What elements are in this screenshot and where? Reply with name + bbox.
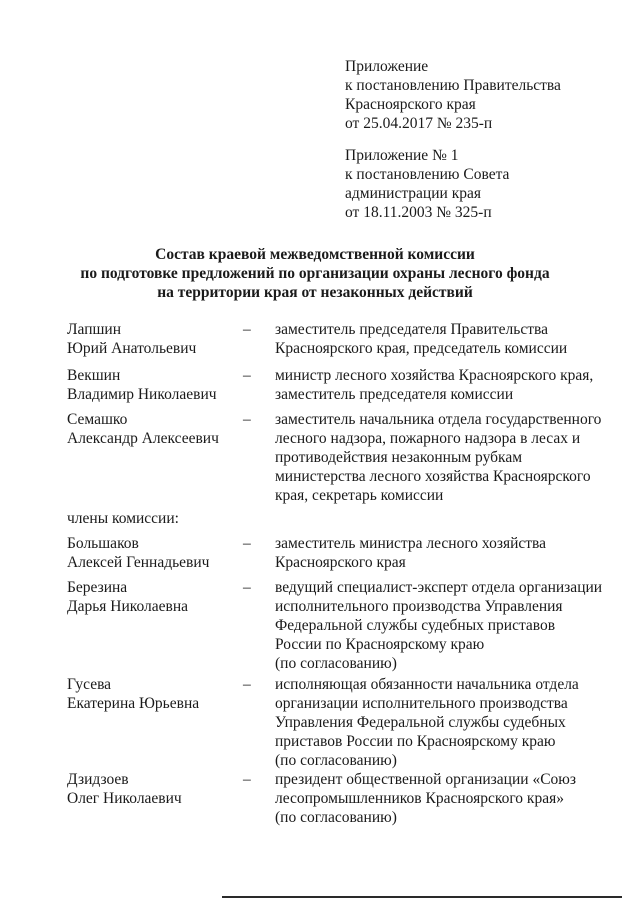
- dash-separator: –: [243, 676, 251, 693]
- appendix-line: администрации края: [345, 185, 481, 202]
- member-given-name: Екатерина Юрьевна: [67, 695, 200, 712]
- appendix-line: к постановлению Правительства: [345, 77, 561, 94]
- position-line: заместитель председателя Правительства: [275, 321, 549, 338]
- position-line: (по согласованию): [275, 655, 397, 672]
- member-surname: Большаков: [67, 535, 139, 552]
- position-line: Красноярского края, председатель комиссии: [275, 340, 568, 357]
- member-given-name: Владимир Николаевич: [67, 386, 217, 403]
- member-given-name: Дарья Николаевна: [67, 598, 189, 615]
- appendix-line: от 18.11.2003 № 325-п: [345, 204, 492, 221]
- position-line: Красноярского края: [275, 554, 406, 571]
- member-surname: Гусева: [67, 676, 112, 693]
- dash-separator: –: [243, 321, 251, 338]
- member-name: [67, 534, 247, 572]
- member-given-name: Юрий Анатольевич: [67, 340, 197, 357]
- dash-separator: –: [243, 411, 251, 428]
- position-line: исполнительного производства Управления: [275, 598, 563, 615]
- member-surname: Векшин: [67, 367, 121, 384]
- appendix-line: к постановлению Совета: [345, 166, 510, 183]
- title-line: Состав краевой межведомственной комиссии: [155, 246, 475, 263]
- member-position: [275, 410, 615, 505]
- member-name: [67, 578, 247, 616]
- member-name: [67, 366, 247, 404]
- member-surname: Дзидзоев: [67, 771, 129, 788]
- member-name: [67, 410, 247, 448]
- appendix-line: Приложение: [345, 58, 429, 75]
- member-position: [275, 534, 615, 572]
- position-line: края, секретарь комиссии: [275, 487, 444, 504]
- title-line: по подготовке предложений по организации охраны лесного фонда: [80, 265, 550, 282]
- position-line: лесопромышленников Красноярского края»: [275, 790, 564, 807]
- position-line: заместитель начальника отдела государственного: [275, 411, 602, 428]
- member-position: [275, 675, 615, 770]
- title-line: на территории края от незаконных действий: [157, 284, 473, 301]
- dash-separator: –: [243, 367, 251, 384]
- bottom-scan-edge-line: [222, 896, 622, 898]
- dash-separator: –: [243, 579, 251, 596]
- member-name: [67, 675, 247, 713]
- appendix-line: Приложение № 1: [345, 147, 459, 164]
- member-name: [67, 320, 247, 358]
- members-section-label: члены комиссии:: [67, 510, 179, 527]
- position-line: министр лесного хозяйства Красноярского края,: [275, 367, 594, 384]
- member-name: [67, 770, 247, 808]
- position-line: президент общественной организации «Союз: [275, 771, 576, 788]
- position-line: заместитель министра лесного хозяйства: [275, 535, 547, 552]
- position-line: противодействия незаконным рубкам: [275, 449, 523, 466]
- position-line: Федеральной службы судебных приставов: [275, 617, 556, 634]
- member-surname: Лапшин: [67, 321, 122, 338]
- position-line: лесного надзора, пожарного надзора в лесах и: [275, 430, 581, 447]
- position-line: Управления Федеральной службы судебных: [275, 714, 566, 731]
- member-position: [275, 578, 615, 673]
- dash-separator: –: [243, 535, 251, 552]
- member-surname: Семашко: [67, 411, 128, 428]
- member-position: [275, 320, 615, 358]
- position-line: России по Красноярскому краю: [275, 636, 485, 653]
- member-position: [275, 366, 615, 404]
- position-line: заместитель председателя комиссии: [275, 386, 514, 403]
- appendix-line: Красноярского края: [345, 96, 476, 113]
- position-line: исполняющая обязанности начальника отдела: [275, 676, 579, 693]
- dash-separator: –: [243, 771, 251, 788]
- member-surname: Березина: [67, 579, 128, 596]
- position-line: министерства лесного хозяйства Красноярского: [275, 468, 591, 485]
- member-position: [275, 770, 615, 827]
- member-given-name: Александр Алексеевич: [67, 430, 219, 447]
- position-line: (по согласованию): [275, 752, 397, 769]
- position-line: организации исполнительного производства: [275, 695, 568, 712]
- position-line: приставов России по Красноярскому краю: [275, 733, 556, 750]
- appendix-line: от 25.04.2017 № 235-п: [345, 115, 493, 132]
- position-line: (по согласованию): [275, 809, 397, 826]
- position-line: ведущий специалист-эксперт отдела организации: [275, 579, 603, 596]
- member-given-name: Олег Николаевич: [67, 790, 182, 807]
- member-given-name: Алексей Геннадьевич: [67, 554, 210, 571]
